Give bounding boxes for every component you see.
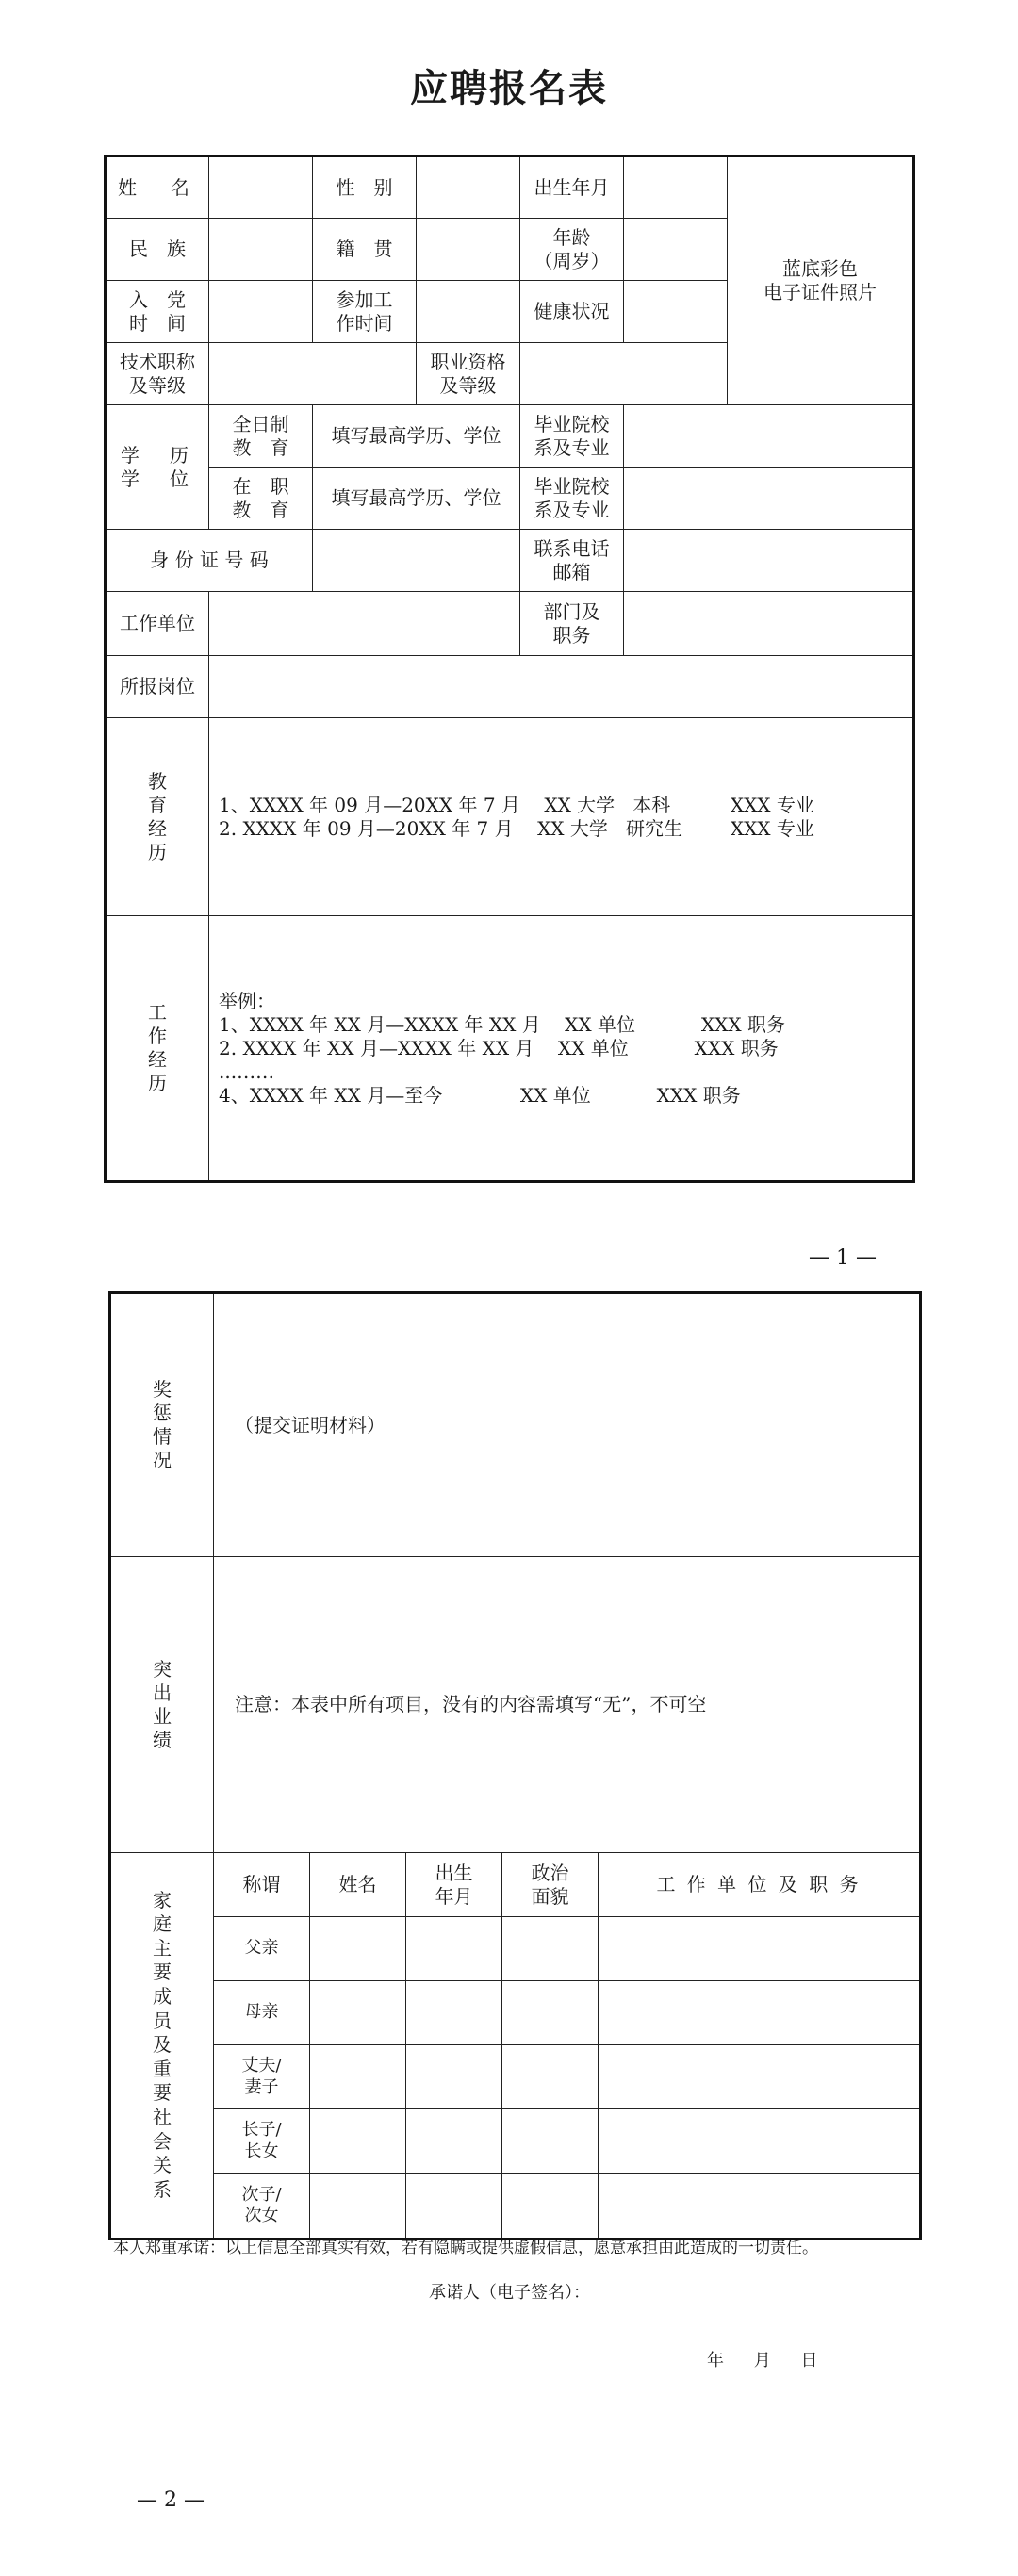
family-header-political: 政治 面貌 [502,1853,599,1917]
inservice-degree-field[interactable]: 填写最高学历、学位 [313,468,520,530]
fulltime-degree-field[interactable]: 填写最高学历、学位 [313,405,520,468]
gender-field[interactable] [417,156,520,219]
age-label: 年龄 （周岁） [520,219,624,281]
health-label: 健康状况 [520,281,624,343]
contact-field[interactable] [624,530,914,592]
family-political-field[interactable] [502,2174,599,2240]
native-place-label: 籍 贯 [313,219,417,281]
table-row [110,2045,921,2109]
form-title: 应聘报名表 [410,66,608,110]
inservice-school-label: 毕业院校 系及专业 [520,468,624,530]
position-label: 所报岗位 [106,656,209,718]
rewards-field[interactable] [214,1293,921,1557]
family-header-work: 工 作 单 位 及 职 务 [599,1853,921,1917]
party-join-label: 入 党 时 间 [106,281,209,343]
family-political-field[interactable] [502,2045,599,2109]
party-join-field[interactable] [209,281,313,343]
qualification-field[interactable] [520,343,728,405]
family-political-field[interactable] [502,1917,599,1981]
edu-history-line: 2. XXXX 年 09 月—20XX 年 7 月 XX 大学 研究生 XXX 专业 [219,816,814,840]
family-work-field[interactable] [599,2109,921,2174]
signer-label: 承诺人（电子签名）： [429,2283,590,2303]
edu-history-field[interactable] [209,718,914,916]
achievements-note: 注意：本表中所有项目，没有的内容需填写“无”，不可空 [235,1693,707,1715]
sign-date: 年 月 日 [707,2351,818,2371]
family-header-name: 姓名 [310,1853,406,1917]
relation-second-child: 次子/ 次女 [214,2174,310,2240]
fulltime-school-field[interactable] [624,405,914,468]
native-place-field[interactable] [417,219,520,281]
birth-label: 出生年月 [520,156,624,219]
work-history-line: 2. XXXX 年 XX 月—XXXX 年 XX 月 XX 单位 XXX 职务 [219,1036,779,1059]
work-history-field[interactable] [209,916,914,1182]
work-history-line: 1、XXXX 年 XX 月—XXXX 年 XX 月 XX 单位 XXX 职务 [219,1012,785,1036]
family-birth-field[interactable] [406,2109,502,2174]
inservice-school-field[interactable] [624,468,914,530]
family-name-field[interactable] [310,1981,406,2045]
fulltime-edu-label: 全日制 教 育 [209,405,313,468]
education-label: 学 历 学 位 [106,405,209,530]
family-birth-field[interactable] [406,1917,502,1981]
work-unit-field[interactable] [209,592,520,656]
department-label: 部门及 职务 [520,592,624,656]
achievements-field[interactable] [214,1557,921,1853]
id-number-label: 身 份 证 号 码 [106,530,313,592]
page-number-1: — 1 — [809,1246,877,1270]
family-name-field[interactable] [310,2174,406,2240]
family-birth-field[interactable] [406,2174,502,2240]
family-work-field[interactable] [599,1917,921,1981]
fulltime-school-label: 毕业院校 系及专业 [520,405,624,468]
family-name-field[interactable] [310,2045,406,2109]
relation-father: 父亲 [214,1917,310,1981]
family-political-field[interactable] [502,1981,599,2045]
family-label: 家 庭 主 要 成 员 及 重 要 社 会 关 系 [110,1853,214,2240]
pledge-statement: 本人郑重承诺：以上信息全部真实有效，若有隐瞒或提供虚假信息，愿意承担由此造成的一切责任。 [113,2239,818,2257]
application-form-page2 [108,1291,922,2240]
family-birth-field[interactable] [406,1981,502,2045]
relation-spouse: 丈夫/ 妻子 [214,2045,310,2109]
family-header-birth: 出生 年月 [406,1853,502,1917]
relation-eldest-child: 长子/ 长女 [214,2109,310,2174]
photo-box[interactable] [728,156,914,405]
gender-label: 性 别 [313,156,417,219]
table-row [110,1917,921,1981]
work-history-line: 4、XXXX 年 XX 月—至今 XX 单位 XXX 职务 [219,1083,741,1107]
age-field[interactable] [624,219,728,281]
achievements-label: 突 出 业 绩 [110,1557,214,1853]
table-row [110,2174,921,2240]
family-name-field[interactable] [310,1917,406,1981]
family-header-relation: 称谓 [214,1853,310,1917]
work-history-label: 工 作 经 历 [106,916,209,1182]
work-start-field[interactable] [417,281,520,343]
health-field[interactable] [624,281,728,343]
work-unit-label: 工作单位 [106,592,209,656]
table-row [110,2109,921,2174]
qualification-label: 职业资格 及等级 [417,343,520,405]
work-start-label: 参加工 作时间 [313,281,417,343]
family-work-field[interactable] [599,1981,921,2045]
id-number-field[interactable] [313,530,520,592]
contact-label: 联系电话 邮箱 [520,530,624,592]
work-history-line: 举例： [219,989,275,1012]
ethnicity-label: 民 族 [106,219,209,281]
photo-hint: 蓝底彩色 电子证件照片 [764,257,877,304]
work-history-line: ...…… [219,1059,275,1083]
family-work-field[interactable] [599,2045,921,2109]
name-field[interactable] [209,156,313,219]
ethnicity-field[interactable] [209,219,313,281]
edu-history-label: 教 育 经 历 [106,718,209,916]
inservice-edu-label: 在 职 教 育 [209,468,313,530]
name-label: 姓 名 [106,156,209,219]
relation-mother: 母亲 [214,1981,310,2045]
position-field[interactable] [209,656,914,718]
family-name-field[interactable] [310,2109,406,2174]
family-birth-field[interactable] [406,2045,502,2109]
family-political-field[interactable] [502,2109,599,2174]
birth-field[interactable] [624,156,728,219]
application-form-page1 [104,155,915,1183]
family-work-field[interactable] [599,2174,921,2240]
department-field[interactable] [624,592,914,656]
table-row [110,1981,921,2045]
title-level-field[interactable] [209,343,417,405]
edu-history-line: 1、XXXX 年 09 月—20XX 年 7 月 XX 大学 本科 XXX 专业 [219,793,814,816]
title-level-label: 技术职称 及等级 [106,343,209,405]
rewards-note: （提交证明材料） [235,1413,386,1436]
page-number-2: — 2 — [137,2488,205,2512]
rewards-label: 奖 惩 情 况 [110,1293,214,1557]
